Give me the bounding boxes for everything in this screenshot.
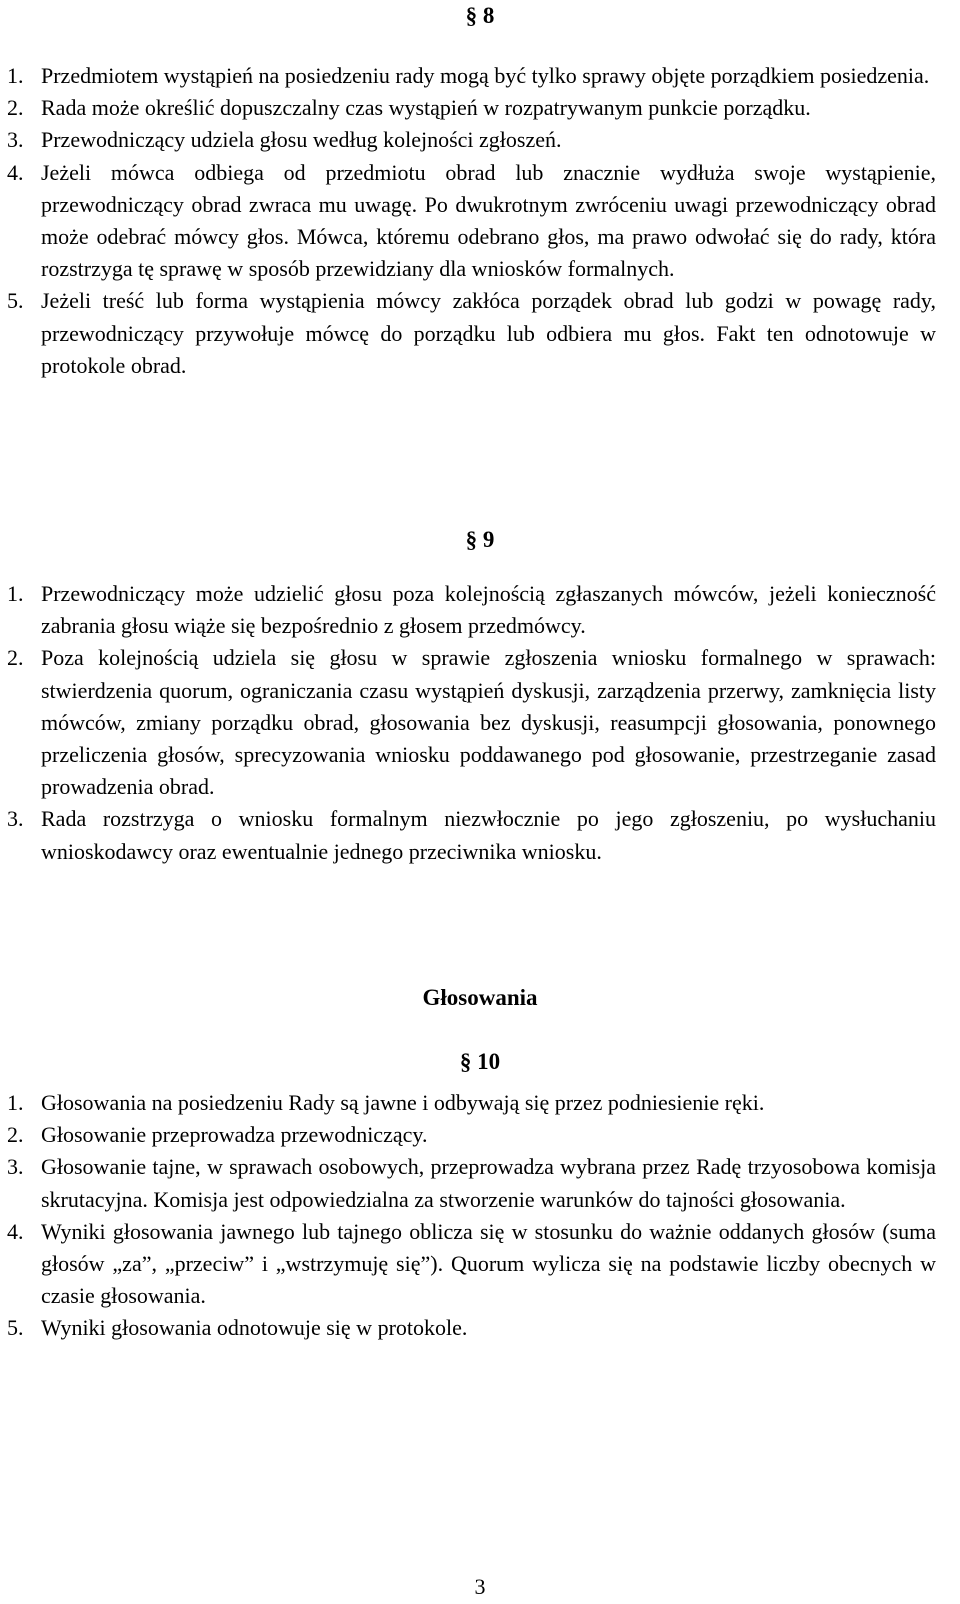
- list-item: [0, 60, 960, 92]
- item-text: Rada może określić dopuszczalny czas wystąpień w rozpatrywanym punkcie porządku.: [41, 95, 811, 121]
- section-9-heading-wrap: [0, 524, 960, 556]
- list-item: [0, 124, 960, 156]
- section-10-heading-wrap: [0, 1046, 960, 1078]
- list-item: [0, 1087, 960, 1119]
- item-number: 3.: [7, 806, 24, 832]
- item-number: 3.: [7, 127, 24, 153]
- item-number: 5.: [7, 288, 24, 314]
- item-text: Głosowanie przeprowadza przewodniczący.: [41, 1122, 428, 1148]
- item-number: 1.: [7, 63, 24, 88]
- list-item: [0, 642, 960, 803]
- item-text: Przewodniczący udziela głosu według kolejności zgłoszeń.: [41, 127, 562, 153]
- list-item: [0, 1216, 960, 1313]
- item-text: Głosowania na posiedzeniu Rady są jawne i odbywają się przez podniesienie ręki.: [41, 1090, 765, 1115]
- list-item: [0, 1119, 960, 1151]
- item-text: Jeżeli treść lub forma wystąpienia mówcy zakłóca porządek obrad lub godzi w powagę rady, przewodniczący przywołuje mówcę do porządku lub odbiera mu głos. Fakt ten odnotowuje w protokole obrad.: [41, 288, 936, 378]
- list-item: [0, 578, 960, 642]
- page-number: 3: [474, 1574, 486, 1599]
- item-text: Jeżeli mówca odbiega od przedmiotu obrad lub znacznie wydłuża swoje wystąpienie, przewodniczący obrad zwraca mu uwagę. Po dwukrotnym zwróceniu uwagi przewodniczący obrad może odebrać mówcy głos. Mówca, któremu odebrano głos, ma prawo odwołać się do rady, która rozstrzyga tę sprawę w sposób przewidziany dla wniosków formalnych.: [41, 159, 936, 282]
- item-text: Głosowanie tajne, w sprawach osobowych, przeprowadza wybrana przez Radę trzyosobowa komisja skrutacyjna. Komisja jest odpowiedzialna za stworzenie warunków do tajności głosowania.: [41, 1154, 936, 1212]
- item-number: 2.: [7, 645, 24, 671]
- section-8-list: [0, 60, 960, 382]
- chapter-subheading: Głosowania: [422, 985, 538, 1010]
- section-heading: § 10: [459, 1049, 501, 1074]
- item-number: 1.: [7, 1090, 24, 1115]
- item-text: Poza kolejnością udziela się głosu w sprawie zgłoszenia wniosku formalnego w sprawach: stwierdzenia quorum, ograniczania czasu wystąpień dyskusji, zarządzenia przerwy, zamknięcia listy mówców, zmiany porządku obrad, głosowania bez dyskusji, reasumpcji głosowania, ponownego przeliczenia głosów, sprecyzowania wniosku poddawanego pod głosowanie, przestrzeganie zasad prowadzenia obrad.: [41, 645, 936, 800]
- item-number: 2.: [7, 1122, 24, 1148]
- list-item: [0, 92, 960, 124]
- list-item: [0, 803, 960, 867]
- item-text: Przewodniczący może udzielić głosu poza kolejnością zgłaszanych mówców, jeżeli konieczność zabrania głosu wiąże się bezpośrednio z głosem przedmówcy.: [41, 581, 936, 639]
- item-number: 4.: [7, 1218, 24, 1244]
- item-number: 5.: [7, 1315, 24, 1341]
- list-item: [0, 1151, 960, 1215]
- item-text: Przedmiotem wystąpień na posiedzeniu rady mogą być tylko sprawy objęte porządkiem posiedzenia.: [41, 63, 930, 88]
- section-10-list: [0, 1087, 960, 1345]
- item-number: 3.: [7, 1154, 24, 1180]
- section-9-list: [0, 578, 960, 868]
- section-heading: § 8: [465, 3, 495, 28]
- item-number: 2.: [7, 95, 24, 121]
- item-number: 4.: [7, 159, 24, 185]
- list-item: [0, 157, 960, 286]
- item-text: Rada rozstrzyga o wniosku formalnym niezwłocznie po jego zgłoszeniu, po wysłuchaniu wnioskodawcy oraz ewentualnie jednego przeciwnika wniosku.: [41, 806, 936, 864]
- list-item: [0, 1312, 960, 1344]
- item-text: Wyniki głosowania jawnego lub tajnego oblicza się w stosunku do ważnie oddanych głosów (suma głosów „za”, „przeciw” i „wstrzymuję się”). Quorum wylicza się na podstawie liczby obecnych w czasie głosowania.: [41, 1218, 936, 1309]
- list-item: [0, 285, 960, 382]
- glosowania-subheading-wrap: [0, 982, 960, 1014]
- section-heading: § 9: [465, 527, 495, 552]
- section-8-heading-wrap: [0, 0, 960, 32]
- item-number: 1.: [7, 581, 24, 606]
- item-text: Wyniki głosowania odnotowuje się w protokole.: [41, 1315, 468, 1341]
